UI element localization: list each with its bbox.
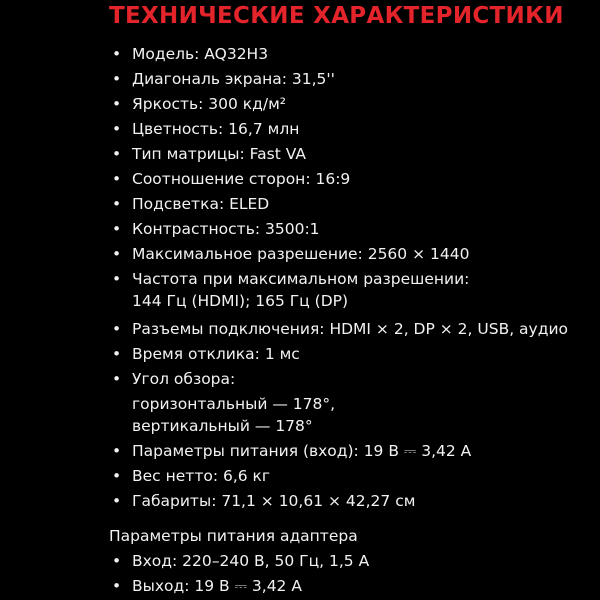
bullet-icon: • — [112, 45, 122, 63]
spec-text: Угол обзора: — [132, 370, 236, 388]
spec-item-contrast — [112, 219, 320, 239]
bullet-icon: • — [112, 170, 122, 188]
bullet-icon: • — [112, 145, 122, 163]
spec-text: Выход: 19 В ⎓ 3,42 А — [132, 577, 302, 595]
bullet-icon: • — [112, 370, 122, 388]
spec-text: Параметры питания (вход): 19 В ⎓ 3,42 А — [132, 442, 472, 460]
spec-text: Время отклика: 1 мс — [132, 345, 300, 363]
spec-item-colors — [112, 119, 300, 139]
bullet-icon: • — [112, 245, 122, 263]
spec-item-viewing-angle-horizontal — [132, 394, 335, 414]
adapter-heading: Параметры питания адаптера — [109, 527, 358, 545]
spec-text: вертикальный — 178° — [132, 417, 313, 435]
spec-text: Разъемы подключения: HDMI × 2, DP × 2, USB, аудио — [132, 320, 569, 338]
spec-item-brightness — [112, 94, 287, 114]
adapter-item-output — [112, 576, 302, 596]
bullet-icon: • — [112, 492, 122, 510]
spec-text: горизонтальный — 178°, — [132, 395, 336, 413]
spec-text: Контрастность: 3500:1 — [132, 220, 320, 238]
spec-item-backlight — [112, 194, 270, 214]
bullet-icon: • — [112, 95, 122, 113]
bullet-icon: • — [112, 120, 122, 138]
bullet-icon: • — [112, 345, 122, 363]
spec-item-response-time — [112, 344, 300, 364]
bullet-icon: • — [112, 195, 122, 213]
spec-item-power-input — [112, 441, 472, 461]
spec-text: Вес нетто: 6,6 кг — [132, 467, 271, 485]
spec-text: Яркость: 300 кд/м² — [132, 95, 287, 113]
spec-text: Тип матрицы: Fast VA — [132, 145, 306, 163]
spec-item-model — [112, 44, 269, 64]
spec-item-dimensions — [112, 491, 416, 511]
bullet-icon: • — [112, 70, 122, 88]
spec-text: Габариты: 71,1 × 10,61 × 42,27 см — [132, 492, 416, 510]
adapter-item-input — [112, 551, 370, 571]
bullet-icon: • — [112, 577, 122, 595]
spec-item-aspect-ratio — [112, 169, 351, 189]
spec-text: Диагональ экрана: 31,5'' — [132, 70, 335, 88]
spec-item-viewing-angle — [112, 369, 236, 389]
spec-item-viewing-angle-vertical — [132, 416, 313, 436]
spec-text: Модель: AQ32H3 — [132, 45, 269, 63]
bullet-icon: • — [112, 442, 122, 460]
spec-item-refresh-rate-values — [132, 291, 348, 311]
spec-text: Максимальное разрешение: 2560 × 1440 — [132, 245, 470, 263]
spec-text: Подсветка: ELED — [132, 195, 270, 213]
bullet-icon: • — [112, 320, 122, 338]
spec-item-max-resolution — [112, 244, 470, 264]
bullet-icon: • — [112, 467, 122, 485]
spec-text: Вход: 220–240 В, 50 Гц, 1,5 А — [132, 552, 370, 570]
bullet-icon: • — [112, 552, 122, 570]
spec-item-connectors — [112, 319, 569, 339]
spec-item-refresh-rate — [112, 269, 470, 289]
spec-text: Цветность: 16,7 млн — [132, 120, 300, 138]
spec-text: Соотношение сторон: 16:9 — [132, 170, 351, 188]
page-title: ТЕХНИЧЕСКИЕ ХАРАКТЕРИСТИКИ — [109, 3, 564, 29]
spec-item-matrix — [112, 144, 306, 164]
spec-text: Частота при максимальном разрешении: — [132, 270, 470, 288]
spec-item-diagonal — [112, 69, 335, 89]
spec-item-net-weight — [112, 466, 271, 486]
spec-text: 144 Гц (HDMI); 165 Гц (DP) — [132, 292, 349, 310]
bullet-icon: • — [112, 270, 122, 288]
bullet-icon: • — [112, 220, 122, 238]
